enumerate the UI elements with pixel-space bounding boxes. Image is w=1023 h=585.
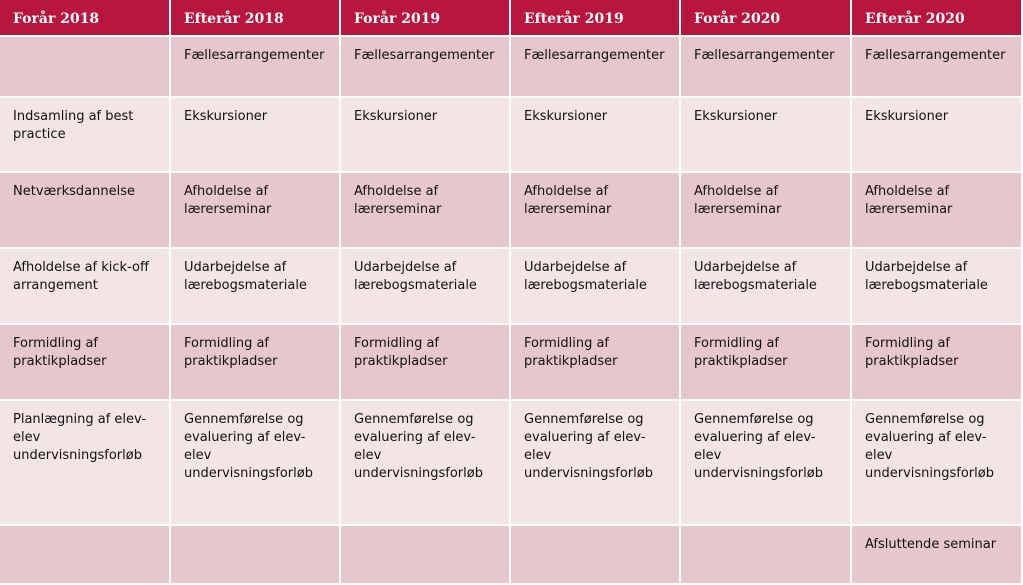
- table-cell: Udarbejdelse af lærebogsmateriale: [852, 249, 1023, 325]
- table-cell: Udarbejdelse af lærebogsmateriale: [171, 249, 341, 325]
- table-cell: Formidling af praktikpladser: [0, 325, 171, 401]
- table-cell: [0, 526, 171, 585]
- table-cell: Afsluttende seminar: [852, 526, 1023, 585]
- table-cell: Afholdelse af lærerseminar: [681, 173, 852, 249]
- table-cell: Fællesarrangementer: [681, 37, 852, 98]
- table-cell: Udarbejdelse af lærebogsmateriale: [681, 249, 852, 325]
- table-cell: Afholdelse af lærerseminar: [171, 173, 341, 249]
- table-cell: [341, 526, 511, 585]
- table-cell: Planlægning af elev-elev undervisningsforløb: [0, 401, 171, 526]
- table-cell: Formidling af praktikpladser: [341, 325, 511, 401]
- table-cell: [681, 526, 852, 585]
- header-cell: Forår 2020: [681, 0, 852, 37]
- table-cell: Udarbejdelse af lærebogsmateriale: [341, 249, 511, 325]
- table-cell: Afholdelse af lærerseminar: [852, 173, 1023, 249]
- table-cell: [0, 37, 171, 98]
- table-cell: Gennemførelse og evaluering af elev-elev undervisningsforløb: [852, 401, 1023, 526]
- table-cell: Gennemførelse og evaluering af elev-elev undervisningsforløb: [511, 401, 681, 526]
- header-cell: Efterår 2018: [171, 0, 341, 37]
- table-cell: Udarbejdelse af lærebogsmateriale: [511, 249, 681, 325]
- table-cell: Afholdelse af lærerseminar: [511, 173, 681, 249]
- table-cell: [511, 526, 681, 585]
- table-cell: Netværksdannelse: [0, 173, 171, 249]
- header-cell: Efterår 2020: [852, 0, 1023, 37]
- header-cell: Forår 2019: [341, 0, 511, 37]
- table-cell: Formidling af praktikpladser: [171, 325, 341, 401]
- table-cell: Fællesarrangementer: [341, 37, 511, 98]
- table-cell: Ekskursioner: [511, 98, 681, 173]
- table-cell: Formidling af praktikpladser: [511, 325, 681, 401]
- table-cell: Ekskursioner: [341, 98, 511, 173]
- header-cell: Efterår 2019: [511, 0, 681, 37]
- table-cell: Fællesarrangementer: [511, 37, 681, 98]
- table-cell: Fællesarrangementer: [171, 37, 341, 98]
- table-cell: Ekskursioner: [852, 98, 1023, 173]
- table-cell: Ekskursioner: [171, 98, 341, 173]
- table-cell: Formidling af praktikpladser: [852, 325, 1023, 401]
- table-cell: Gennemførelse og evaluering af elev-elev undervisningsforløb: [341, 401, 511, 526]
- table-cell: Indsamling af best practice: [0, 98, 171, 173]
- table-cell: Formidling af praktikpladser: [681, 325, 852, 401]
- table-cell: Fællesarrangementer: [852, 37, 1023, 98]
- table-cell: Ekskursioner: [681, 98, 852, 173]
- table-cell: Gennemførelse og evaluering af elev-elev undervisningsforløb: [681, 401, 852, 526]
- table-cell: Afholdelse af lærerseminar: [341, 173, 511, 249]
- table-cell: Gennemførelse og evaluering af elev-elev undervisningsforløb: [171, 401, 341, 526]
- table-cell: [171, 526, 341, 585]
- table-cell: Afholdelse af kick-off arrangement: [0, 249, 171, 325]
- header-cell: Forår 2018: [0, 0, 171, 37]
